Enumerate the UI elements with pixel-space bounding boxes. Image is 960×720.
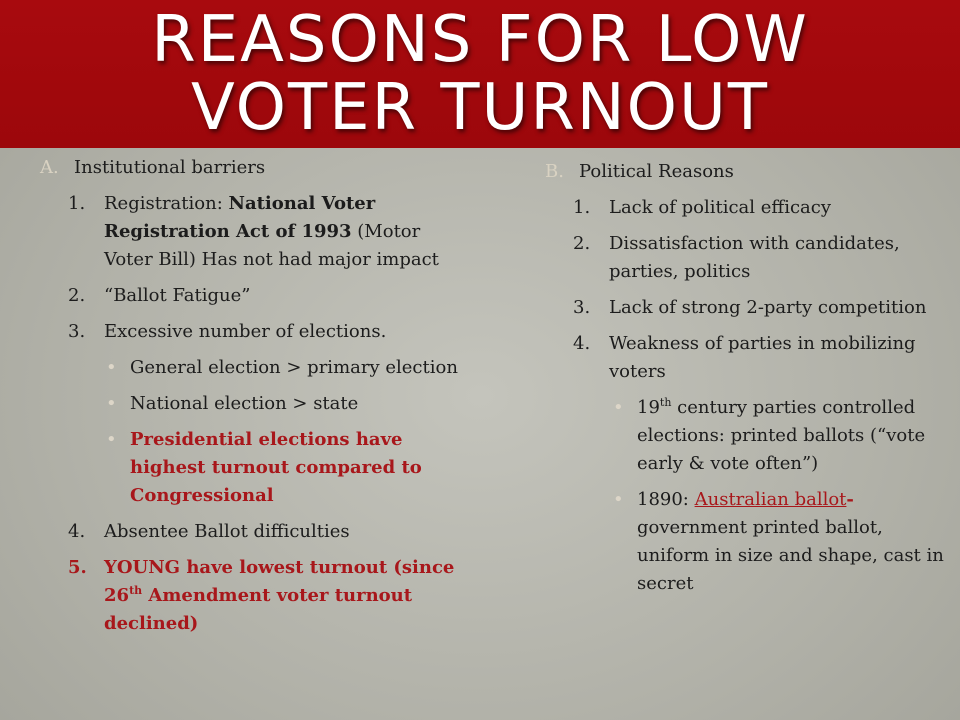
sub-bullet-post: government printed ballot, uniform in size and shape, cast in secret [637, 517, 944, 594]
list-item [573, 230, 955, 286]
list-item [573, 330, 955, 386]
list-item [68, 554, 460, 638]
section-heading-political [545, 160, 955, 184]
slide-title-line-1: REASONS FOR LOW [151, 3, 809, 77]
left-column [40, 156, 460, 646]
sub-bullet-text [637, 486, 955, 598]
item-text [104, 190, 460, 274]
section-heading-text: Institutional barriers [74, 157, 266, 178]
item-number: 1. [573, 197, 591, 218]
item-text-bold: National Voter Registration Act of 1993 [104, 193, 376, 242]
australian-ballot-link[interactable]: Australian ballot [694, 489, 847, 510]
section-marker: B. [545, 161, 564, 182]
list-item [68, 282, 460, 310]
list-item [573, 194, 955, 222]
item-text: Dissatisfaction with candidates, parties, politics [609, 233, 900, 282]
item-number: 1. [68, 193, 86, 214]
item-text: Lack of strong 2-party competition [609, 297, 927, 318]
item-number: 4. [68, 521, 86, 542]
item-text [104, 554, 460, 638]
sub-bullet-sup: th [659, 396, 672, 409]
sub-bullet-text: Presidential elections have highest turnout compared to Congressional [130, 429, 422, 506]
slide-title-line-2: VOTER TURNOUT [191, 71, 769, 145]
item-number: 2. [573, 233, 591, 254]
item-text: Lack of political efficacy [609, 197, 832, 218]
list-item [573, 294, 955, 322]
item-text: “Ballot Fatigue” [104, 285, 251, 306]
sub-bullet-pre: 19 [637, 397, 660, 418]
bullet-dot-icon: • [106, 429, 117, 450]
bullet-dot-icon: • [613, 489, 624, 510]
item-number: 5. [68, 557, 87, 578]
slide-title [0, 3, 960, 145]
sub-bullet [613, 486, 955, 598]
item-text-pre: Registration: [104, 193, 229, 214]
section-marker: A. [40, 157, 59, 178]
list-item [68, 190, 460, 274]
item-text-post: (Motor Voter Bill) Has not had major impact [104, 221, 439, 270]
sub-bullet-text: General election > primary election [130, 357, 458, 378]
item-number: 3. [68, 321, 86, 342]
bullet-dot-icon: • [613, 397, 624, 418]
sub-bullet-text [637, 394, 955, 478]
section-heading-text: Political Reasons [579, 161, 734, 182]
bullet-dot-icon: • [106, 357, 117, 378]
sub-bullet [106, 354, 460, 382]
right-column [545, 160, 955, 606]
item-number: 2. [68, 285, 86, 306]
item-number: 4. [573, 333, 591, 354]
sub-bullet [613, 394, 955, 478]
bullet-dot-icon: • [106, 393, 117, 414]
sub-bullet-pre: 1890: [637, 489, 695, 510]
section-heading-institutional [40, 156, 460, 180]
list-item [68, 518, 460, 546]
item-text: Weakness of parties in mobilizing voters [609, 333, 916, 382]
item-text: Absentee Ballot difficulties [104, 521, 350, 542]
sub-bullet-dash: - [846, 489, 854, 510]
item-text-post: Amendment voter turnout declined) [104, 585, 413, 634]
sub-bullet [106, 390, 460, 418]
sub-bullet-post: century parties controlled elections: printed ballots (“vote early & vote often”) [637, 397, 926, 474]
item-text-sup: th [129, 584, 143, 597]
item-text-pre: YOUNG have lowest turnout (since 26 [104, 557, 455, 606]
item-text: Excessive number of elections. [104, 321, 387, 342]
sub-bullet-text: National election > state [130, 393, 359, 414]
list-item [68, 318, 460, 346]
title-bar [0, 0, 960, 148]
item-number: 3. [573, 297, 591, 318]
sub-bullet [106, 426, 460, 510]
